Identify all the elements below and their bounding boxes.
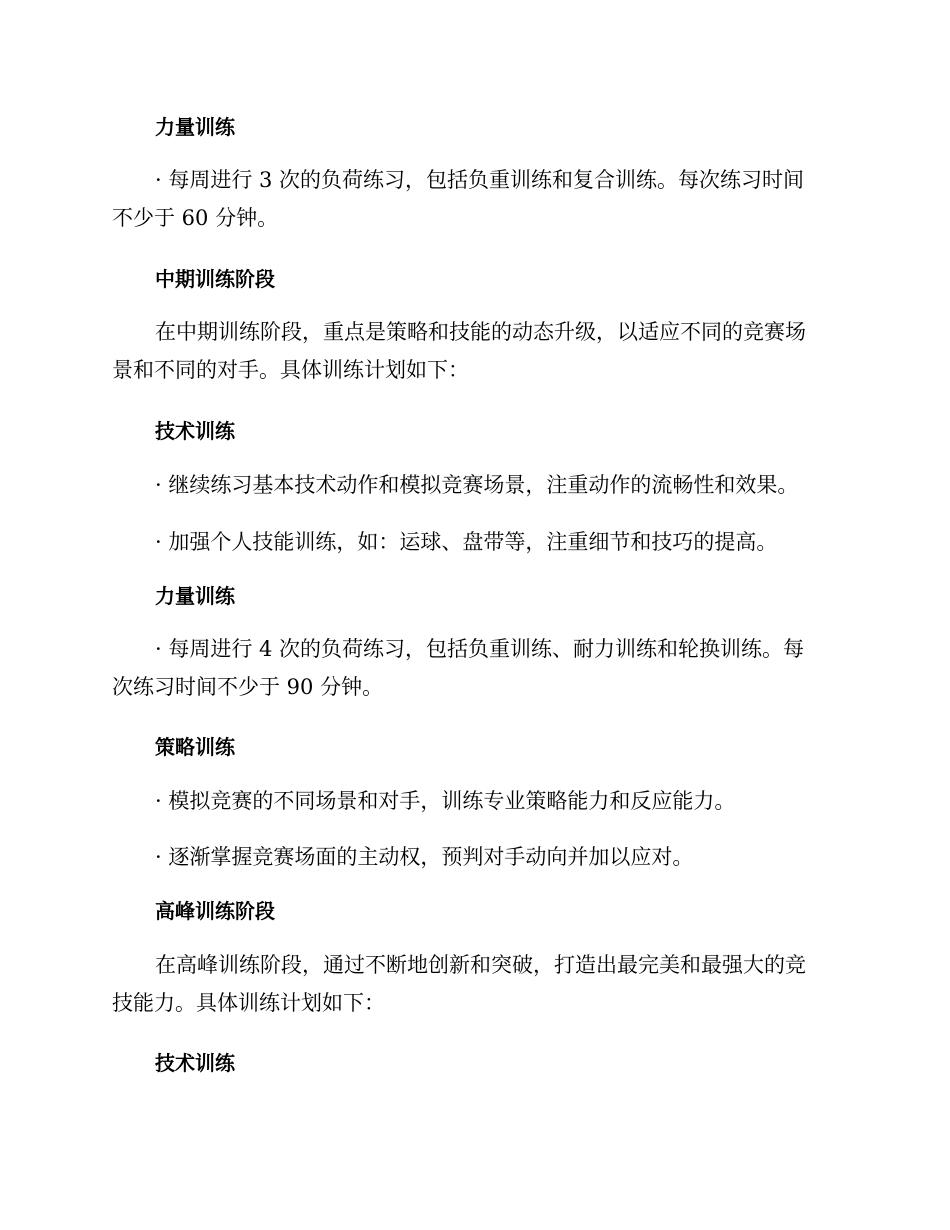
- paragraph-line: · 加强个人技能训练，如：运球、盘带等，注重细节和技巧的提高。: [155, 530, 778, 554]
- paragraph-peak-phase-intro: [112, 946, 832, 1022]
- paragraph-line: 不少于 60 分钟。: [112, 206, 279, 230]
- section-heading-strength-training: 力量训练: [155, 115, 235, 139]
- section-heading-technique-training: 技术训练: [155, 419, 235, 443]
- paragraph-line: · 模拟竞赛的不同场景和对手，训练专业策略能力和反应能力。: [155, 789, 736, 813]
- paragraph-line: · 每周进行 3 次的负荷练习，包括负重训练和复合训练。每次练习时间: [155, 168, 805, 192]
- paragraph-line: 在高峰训练阶段，通过不断地创新和突破，打造出最完美和最强大的竞: [155, 953, 806, 977]
- paragraph-strategy-1: [112, 782, 832, 820]
- paragraph-strategy-2: [112, 838, 832, 876]
- section-heading-strategy-training: 策略训练: [155, 735, 235, 759]
- paragraph-strength-load-2: [112, 630, 832, 706]
- paragraph-line: · 每周进行 4 次的负荷练习，包括负重训练、耐力训练和轮换训练。每: [155, 637, 805, 661]
- paragraph-technique-2: [112, 523, 832, 561]
- section-heading-mid-phase: 中期训练阶段: [155, 267, 275, 291]
- paragraph-mid-phase-intro: [112, 313, 832, 389]
- paragraph-line: 技能力。具体训练计划如下：: [112, 991, 385, 1015]
- paragraph-line: 次练习时间不少于 90 分钟。: [112, 675, 384, 699]
- section-heading-peak-phase: 高峰训练阶段: [155, 899, 275, 923]
- paragraph-line: 在中期训练阶段，重点是策略和技能的动态升级，以适应不同的竞赛场: [155, 320, 806, 344]
- paragraph-line: · 逐渐掌握竞赛场面的主动权，预判对手动向并加以应对。: [155, 845, 694, 869]
- paragraph-line: 景和不同的对手。具体训练计划如下：: [112, 358, 469, 382]
- section-heading-strength-training-2: 力量训练: [155, 584, 235, 608]
- paragraph-technique-1: [112, 466, 832, 504]
- paragraph-strength-load: [112, 161, 832, 237]
- section-heading-technique-training-2: 技术训练: [155, 1051, 235, 1075]
- paragraph-line: · 继续练习基本技术动作和模拟竞赛场景，注重动作的流畅性和效果。: [155, 473, 799, 497]
